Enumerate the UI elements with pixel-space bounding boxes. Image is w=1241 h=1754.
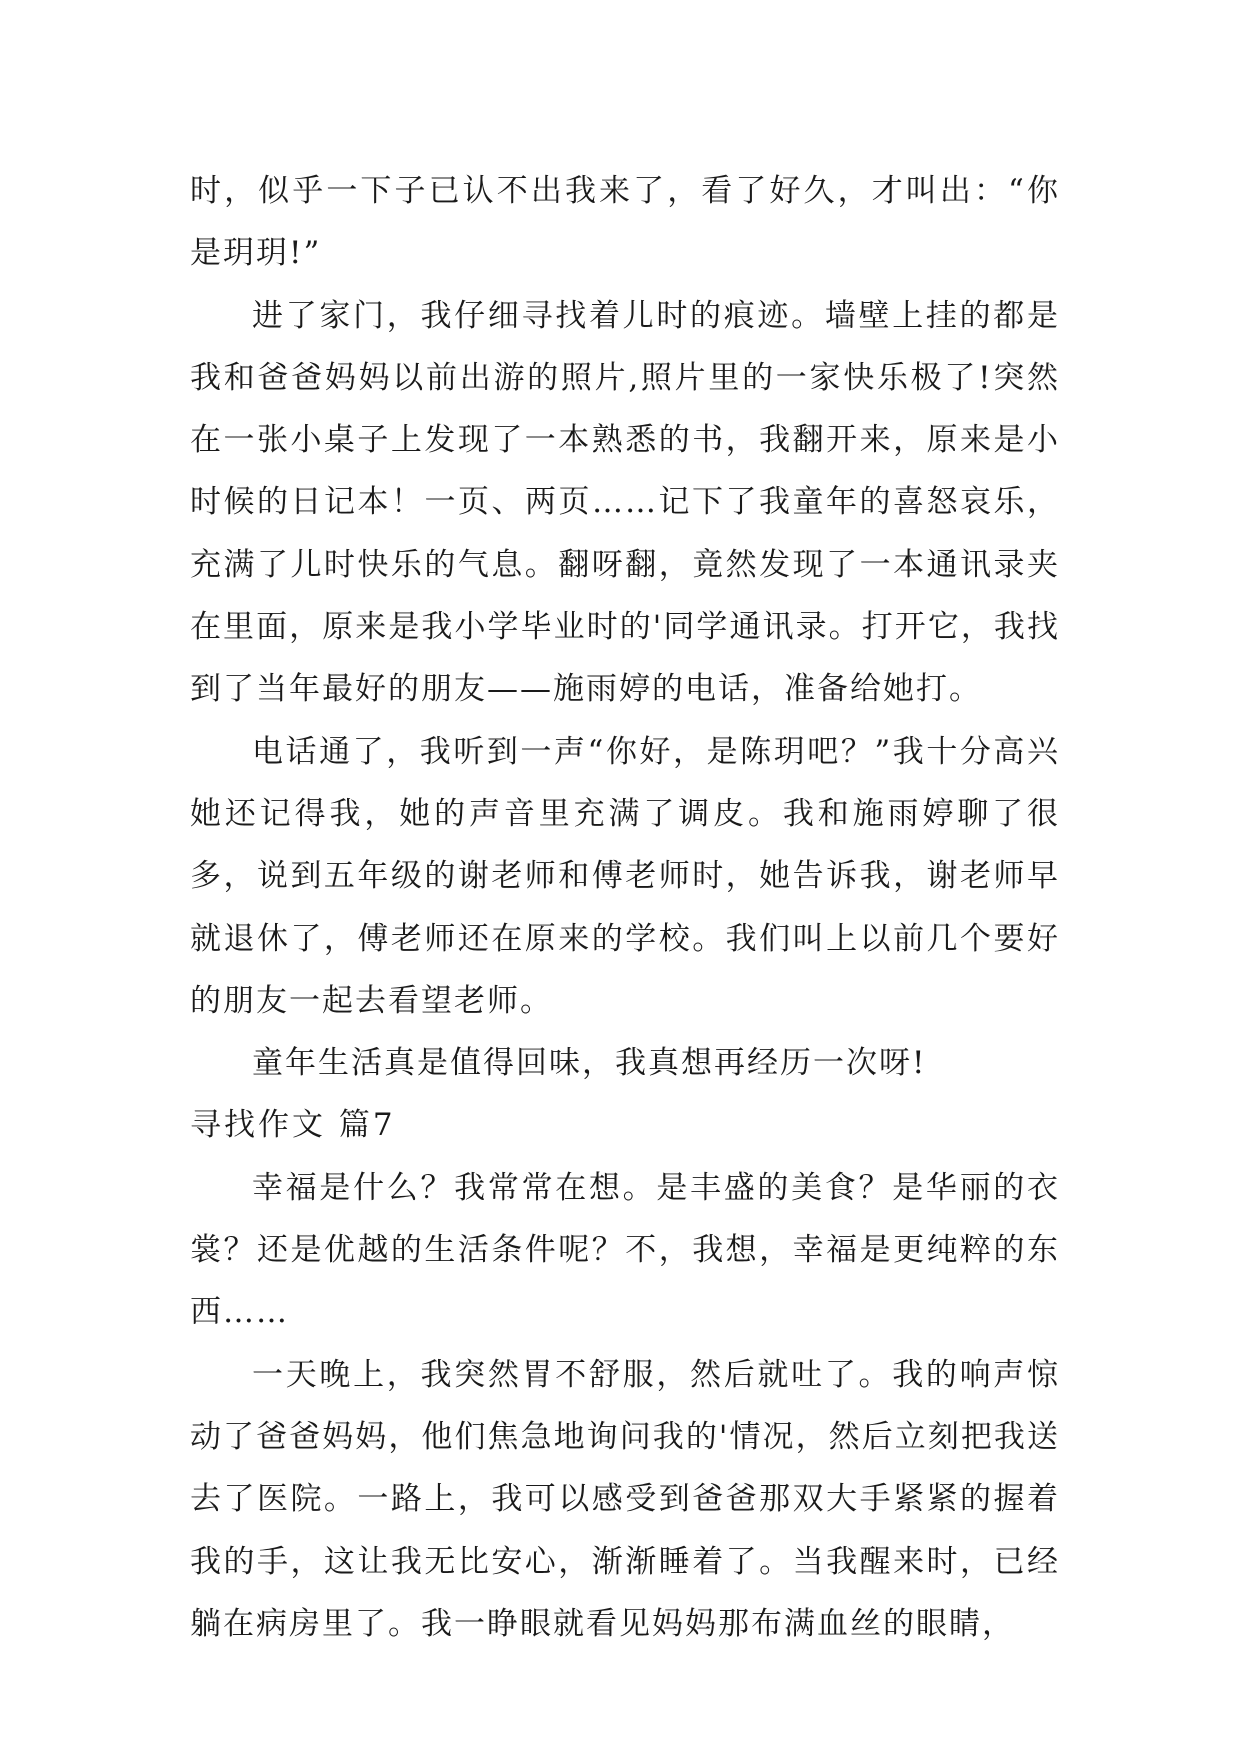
paragraph-childhood-conclusion: 童年生活真是值得回味，我真想再经历一次呀!	[252, 1045, 927, 1082]
paragraph-continued: 时，似乎一下子已认不出我来了，看了好久，才叫出：“你是玥玥!”	[190, 173, 1060, 272]
paragraph-phone-call: 电话通了，我听到一声“你好，是陈玥吧？”我十分高兴她还记得我，她的声音里充满了调皮。我和施雨婷聊了很多，说到五年级的谢老师和傅老师时，她告诉我，谢老师早就退休了，傅老师还在原来的学校。我们叫上以前几个要好的朋友一起去看望老师。	[190, 733, 1060, 1019]
paragraph-what-is-happiness: 幸福是什么？我常常在想。是丰盛的美食？是华丽的衣裳？还是优越的生活条件呢？不，我想，幸福是更纯粹的东西……	[190, 1169, 1060, 1331]
paragraph-hospital-night: 一天晚上，我突然胃不舒服，然后就吐了。我的响声惊动了爸爸妈妈，他们焦急地询问我的'情况，然后立刻把我送去了医院。一路上，我可以感受到爸爸那双大手紧紧的握着我的手，这让我无比安心，渐渐睡着了。当我醒来时，已经躺在病房里了。我一睁眼就看见妈妈那布满血丝的眼睛，	[190, 1356, 1060, 1642]
section-heading: 寻找作文 篇7	[190, 1107, 396, 1144]
paragraph-home-memories: 进了家门，我仔细寻找着儿时的痕迹。墙壁上挂的都是我和爸爸妈妈以前出游的照片,照片里的一家快乐极了!突然在一张小桌子上发现了一本熟悉的书，我翻开来，原来是小时候的日记本！一页、两页……记下了我童年的喜怒哀乐，充满了儿时快乐的气息。翻呀翻，竟然发现了一本通讯录夹在里面，原来是我小学毕业时的'同学通讯录。打开它，我找到了当年最好的朋友——施雨婷的电话，准备给她打。	[190, 297, 1060, 708]
document-body	[190, 160, 1060, 1655]
